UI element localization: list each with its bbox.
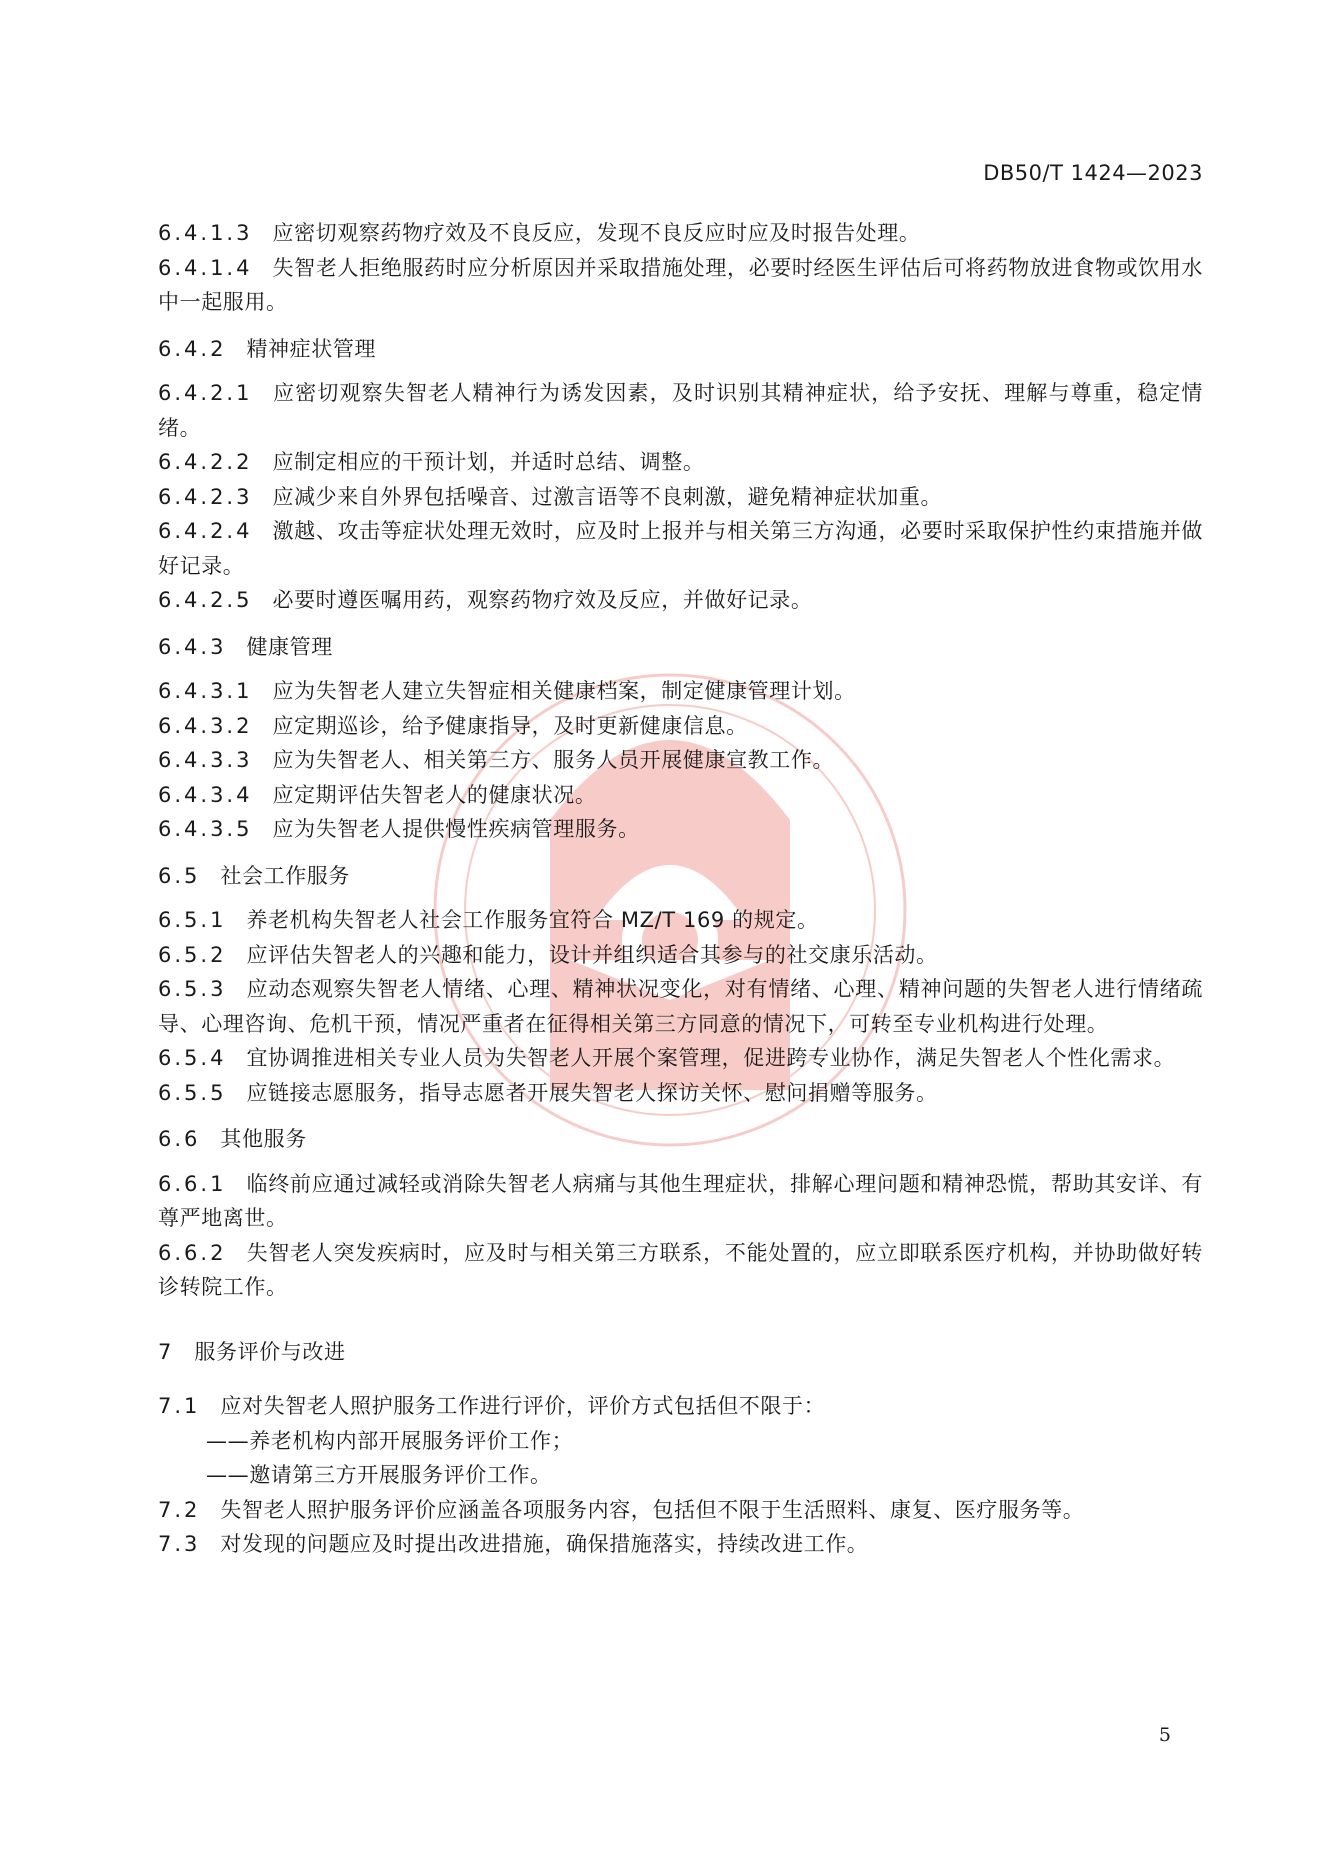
clause-number: 6.4.3.4 (158, 782, 253, 807)
clause-paragraph (158, 1041, 1203, 1076)
clause-number: 6.5.3 (158, 977, 227, 1001)
clause-paragraph (158, 1493, 1203, 1528)
clause-number: 6.6.1 (158, 1171, 227, 1196)
clause-text: 应定期评估失智老人的健康状况。 (272, 782, 597, 807)
clause-text: 应减少来自外界包括噪音、过激言语等不良刺激，避免精神症状加重。 (272, 484, 943, 509)
clause-text: 其他服务 (220, 1127, 307, 1151)
clause-number: 6.4.1.4 (158, 255, 253, 280)
clause-number: 7 (158, 1339, 175, 1364)
clause-number: 6.6.2 (158, 1240, 227, 1265)
clause-number: 6.5.5 (158, 1080, 227, 1105)
clause-number: 6.4.3.1 (158, 679, 253, 703)
list-item (158, 1424, 1203, 1459)
clause-paragraph (158, 1076, 1203, 1111)
clause-text: 应制定相应的干预计划，并适时总结、调整。 (272, 450, 705, 474)
clause-number: 6.4.3.2 (158, 713, 253, 738)
clause-number: 6.4.3 (158, 634, 227, 659)
clause-number: 7.1 (158, 1394, 201, 1418)
clause-number: 6.4.2.1 (158, 381, 253, 405)
page-number: 5 (1158, 1724, 1171, 1746)
clause-paragraph (158, 583, 1203, 618)
clause-text: 宜协调推进相关专业人员为失智老人开展个案管理，促进跨专业协作，满足失智老人个性化需求。 (246, 1046, 1176, 1070)
clause-number: 6.5.2 (158, 942, 227, 967)
clause-paragraph (158, 743, 1203, 778)
clause-text: 应评估失智老人的兴趣和能力，设计并组织适合其参与的社交康乐活动。 (246, 942, 938, 967)
clause-paragraph (158, 480, 1203, 515)
clause-text: 应为失智老人建立失智症相关健康档案，制定健康管理计划。 (272, 679, 856, 703)
clause-text: 应定期巡诊，给予健康指导，及时更新健康信息。 (272, 713, 748, 738)
list-item (158, 1458, 1203, 1493)
clause-text: ——养老机构内部开展服务评价工作； (206, 1428, 574, 1453)
document-body (158, 216, 1203, 1562)
clause-text: 失智老人突发疾病时，应及时与相关第三方联系，不能处置的，应立即联系医疗机构，并协助做好转诊转院工作。 (158, 1240, 1203, 1299)
clause-text: 社会工作服务 (220, 863, 351, 888)
clause-text: 健康管理 (246, 634, 333, 659)
clause-text: 临终前应通过减轻或消除失智老人病痛与其他生理症状，排解心理问题和精神恐慌，帮助其安详、有尊严地离世。 (158, 1171, 1203, 1230)
clause-number: 6.5.4 (158, 1046, 227, 1070)
clause-text: 服务评价与改进 (194, 1339, 346, 1364)
clause-paragraph (158, 1389, 1203, 1424)
clause-number: 6.4.3.5 (158, 817, 253, 841)
clause-number: 6.4.2.2 (158, 450, 253, 474)
clause-number: 6.4.2.5 (158, 588, 253, 612)
clause-text: 应密切观察失智老人精神行为诱发因素，及时识别其精神症状，给予安抚、理解与尊重，稳定情绪。 (158, 381, 1203, 440)
clause-number: 6.4.1.3 (158, 221, 253, 245)
clause-number: 6.5 (158, 863, 201, 888)
clause-paragraph (158, 1167, 1203, 1236)
clause-paragraph (158, 445, 1203, 480)
clause-paragraph (158, 514, 1203, 583)
clause-text: 激越、攻击等症状处理无效时，应及时上报并与相关第三方沟通，必要时采取保护性约束措施并做好记录。 (158, 519, 1203, 578)
section-heading (158, 859, 1203, 894)
clause-paragraph (158, 903, 1203, 938)
clause-text: 应为失智老人、相关第三方、服务人员开展健康宣教工作。 (272, 748, 835, 772)
clause-text: ——邀请第三方开展服务评价工作。 (206, 1463, 552, 1487)
clause-paragraph (158, 674, 1203, 709)
clause-paragraph (158, 938, 1203, 973)
section-heading (158, 1122, 1203, 1157)
document-code: DB50/T 1424—2023 (983, 161, 1203, 185)
clause-text: 精神症状管理 (246, 336, 377, 361)
clause-text: 对发现的问题应及时提出改进措施，确保措施落实，持续改进工作。 (220, 1532, 869, 1556)
clause-number: 6.6 (158, 1127, 201, 1151)
clause-text: 应对失智老人照护服务工作进行评价，评价方式包括但不限于： (220, 1394, 826, 1418)
clause-paragraph (158, 1236, 1203, 1305)
clause-number: 6.4.2.3 (158, 484, 253, 509)
clause-text: 失智老人照护服务评价应涵盖各项服务内容，包括但不限于生活照料、康复、医疗服务等。 (220, 1497, 1085, 1522)
clause-paragraph (158, 216, 1203, 251)
clause-paragraph (158, 1527, 1203, 1562)
clause-text: 应密切观察药物疗效及不良反应，发现不良反应时应及时报告处理。 (272, 221, 921, 245)
clause-number: 7.3 (158, 1532, 201, 1556)
clause-paragraph (158, 972, 1203, 1041)
clause-text: 应为失智老人提供慢性疾病管理服务。 (272, 817, 640, 841)
section-heading (158, 332, 1203, 367)
clause-number: 7.2 (158, 1497, 201, 1522)
clause-text: 必要时遵医嘱用药，观察药物疗效及反应，并做好记录。 (272, 588, 813, 612)
clause-number: 6.5.1 (158, 908, 227, 932)
clause-paragraph (158, 376, 1203, 445)
clause-paragraph (158, 251, 1203, 320)
clause-text: 应动态观察失智老人情绪、心理、精神状况变化，对有情绪、心理、精神问题的失智老人进行情绪疏导、心理咨询、危机干预，情况严重者在征得相关第三方同意的情况下，可转至专业机构进行处理。 (158, 977, 1203, 1036)
section-heading (158, 1335, 1203, 1370)
clause-text: 养老机构失智老人社会工作服务宜符合 MZ/T 169 的规定。 (246, 908, 819, 932)
clause-text: 应链接志愿服务，指导志愿者开展失智老人探访关怀、慰问捐赠等服务。 (246, 1080, 938, 1105)
clause-text: 失智老人拒绝服药时应分析原因并采取措施处理，必要时经医生评估后可将药物放进食物或饮用水中一起服用。 (158, 255, 1203, 314)
clause-number: 6.4.3.3 (158, 748, 253, 772)
section-heading (158, 630, 1203, 665)
clause-number: 6.4.2.4 (158, 519, 253, 543)
clause-paragraph (158, 812, 1203, 847)
clause-paragraph (158, 709, 1203, 744)
clause-number: 6.4.2 (158, 336, 227, 361)
clause-paragraph (158, 778, 1203, 813)
